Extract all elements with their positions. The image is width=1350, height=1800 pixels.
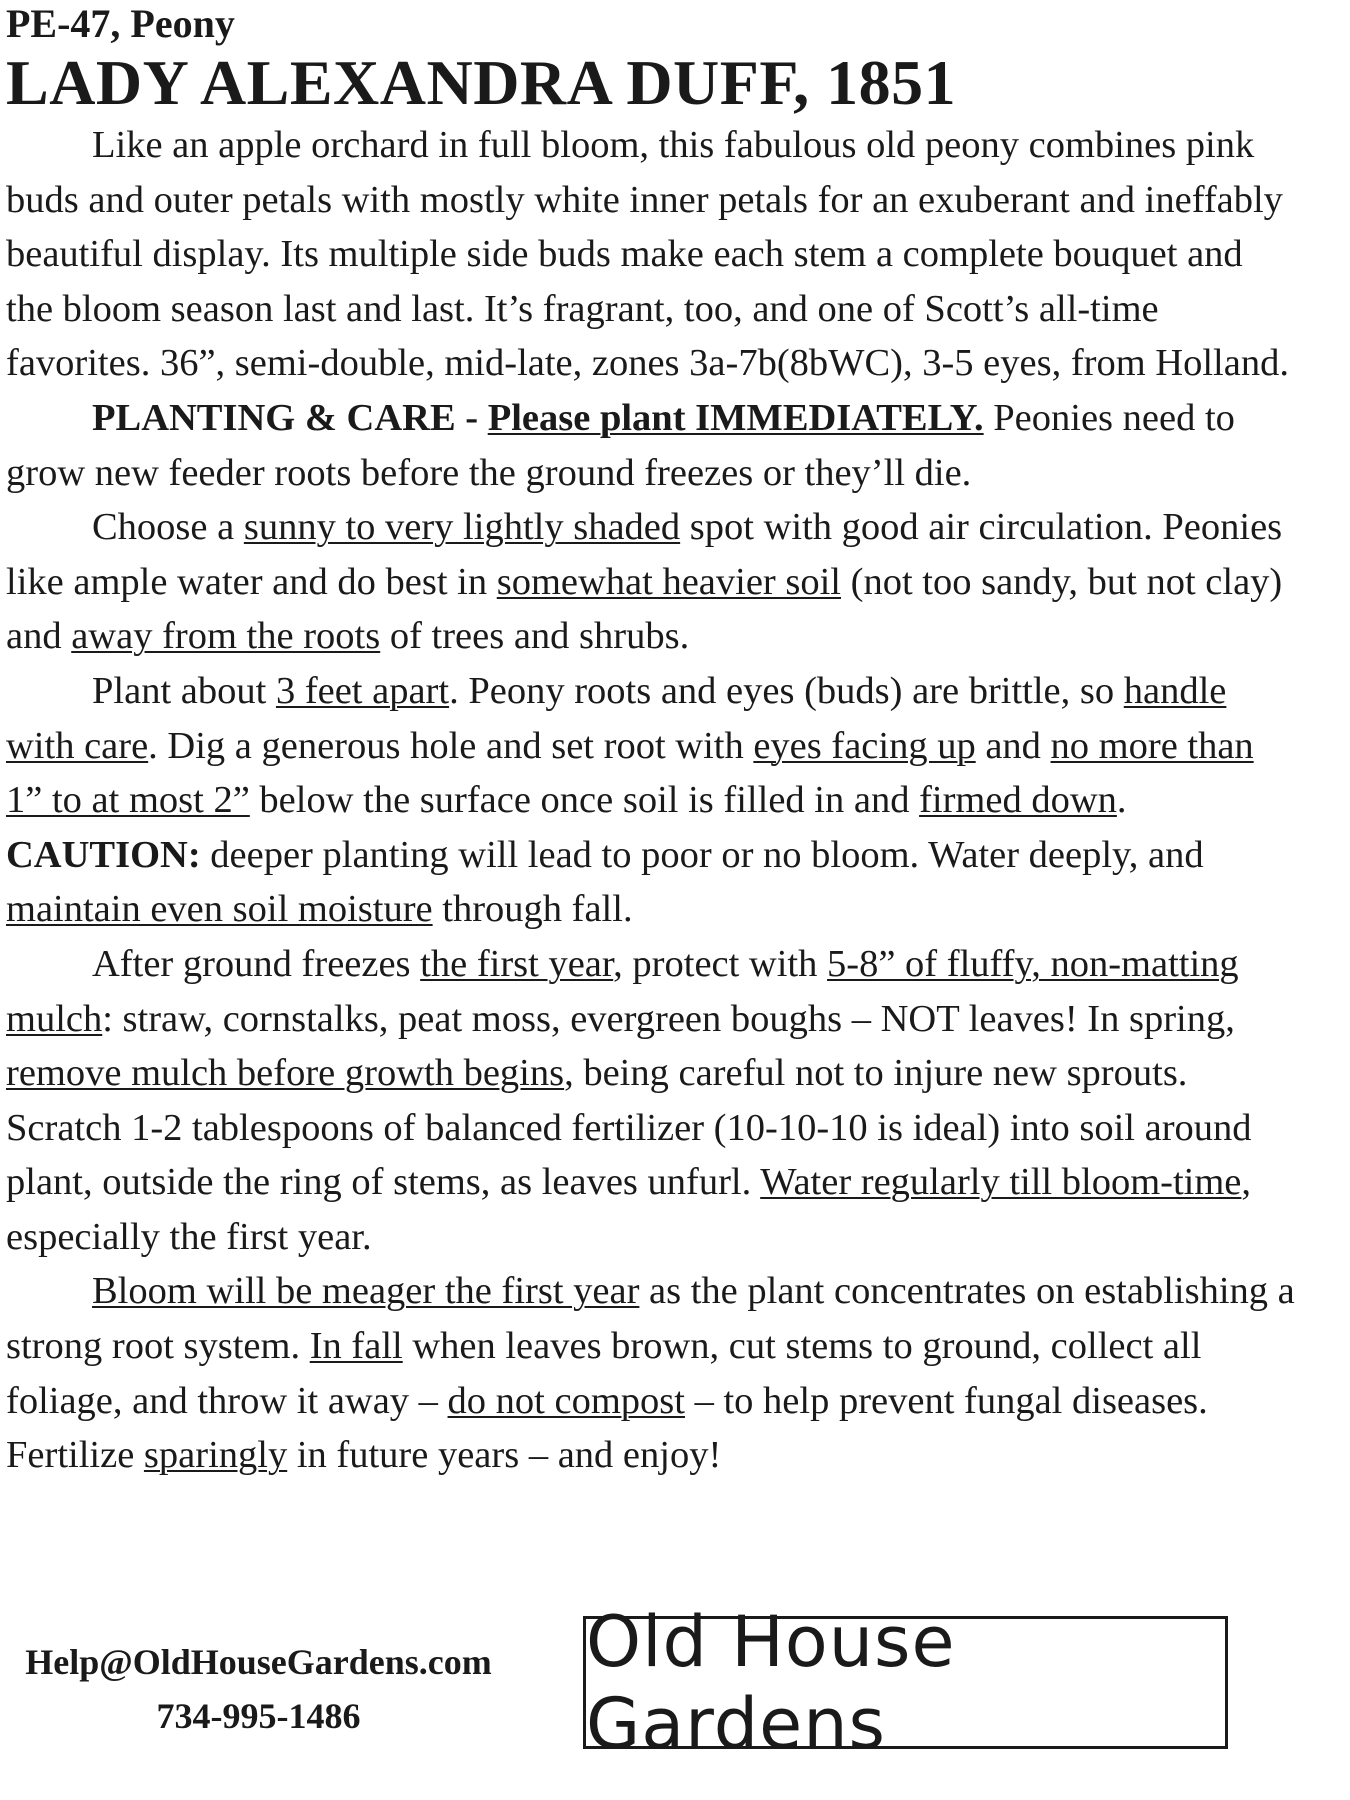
brand-logo [583,1600,1228,1765]
contact-email[interactable]: Help@OldHouseGardens.com [25,1642,492,1682]
text-span: Choose a [92,506,235,549]
underlined-phrase: the first year [420,942,614,985]
underlined-phrase: handle with care [6,669,1227,767]
text-span: : straw, cornstalks, peat moss, evergreen boughs – NOT leaves! In spring, [102,997,1235,1040]
underlined-phrase: do not compost [447,1379,685,1422]
underlined-phrase: Bloom will be meager the first year [92,1270,640,1313]
product-code: PE-47, Peony [6,1,235,46]
text-span: through fall. [442,888,633,931]
underlined-phrase: sparingly [143,1434,288,1477]
body-text [6,118,1296,1483]
planting-paragraph [6,391,1296,500]
text-span: , especially the first year. [6,1161,1252,1258]
urgent-notice: Please plant IMMEDIATELY. [487,396,984,439]
caution-label: CAUTION: [6,833,201,876]
contact-phone[interactable]: 734-995-1486 [156,1696,361,1736]
underlined-phrase: remove mulch before growth begins [6,1052,565,1095]
text-span: , being careful not to injure new sprouts. Scratch 1-2 tablespoons of balanced fertilizer (10-10-10 is ideal) into soil around plant, outside the ring of stems, as leaves unfurl. [6,1052,1252,1204]
underlined-phrase: firmed down [919,779,1117,822]
plant-paragraph [6,664,1296,937]
text-span: . Dig a generous hole and set root with [148,724,744,767]
text-span: . [1116,779,1127,822]
underlined-phrase: away from the roots [71,615,381,658]
contact-block [6,1635,511,1743]
text-span: in future years – and enjoy! [296,1434,722,1477]
text-span: Plant about [92,669,267,712]
underlined-phrase: no more than 1” to at most 2” [6,724,1254,822]
logo-text: Old House Gardens [586,1600,956,1765]
underlined-phrase: 3 feet apart [275,669,450,712]
text-span: After ground freezes [92,942,411,985]
product-sheet [6,0,1296,1483]
description-paragraph: Like an apple orchard in full bloom, this fabulous old peony combines pink buds and outer petals with mostly white inner petals for an exuberant and ineffably beautiful display. Its multiple side buds make each stem a complete bouquet and the bloom season last and last. It’s fragrant, too, and one of Scott’s all-time favorites. 36”, semi-double, mid-late, zones 3a-7b(8bWC), 3-5 eyes, from Holland. [6,124,1289,385]
text-span: deeper planting will lead to poor or no bloom. Water deeply, and [210,833,1204,876]
underlined-phrase: sunny to very lightly shaded [243,506,681,549]
planting-intro: Peonies need to grow new feeder roots before the ground freezes or they’ll die. [6,396,1235,494]
underlined-phrase: eyes facing up [753,724,976,767]
text-span: , protect with [613,942,818,985]
bloom-paragraph [6,1264,1296,1482]
mulch-paragraph [6,937,1296,1265]
text-span: when leaves brown, cut stems to ground, collect all foliage, and throw it away – [6,1325,1202,1422]
text-span: of trees and shrubs. [389,615,690,658]
product-title: LADY ALEXANDRA DUFF, 1851 [6,47,957,118]
text-span: as the plant concentrates on establishing a strong root system. [6,1270,1295,1368]
underlined-phrase: maintain even soil moisture [6,888,433,931]
underlined-phrase: somewhat heavier soil [496,560,841,603]
site-paragraph [6,500,1296,664]
text-span: . Peony roots and eyes (buds) are brittle, so [449,669,1115,712]
underlined-phrase: Water regularly till bloom-time [760,1161,1242,1204]
planting-heading: PLANTING & CARE - [92,396,479,439]
text-span: below the surface once soil is filled in and [259,779,910,822]
text-span: and [985,724,1041,767]
underlined-phrase: 5-8” of fluffy, non-matting mulch [6,942,1239,1040]
text-span: (not too sandy, but not clay) and [6,560,1283,658]
text-span: – to help prevent fungal diseases. Fertilize [6,1379,1208,1477]
underlined-phrase: In fall [309,1325,403,1368]
text-span: spot with good air circulation. Peonies like ample water and do best in [6,506,1283,603]
